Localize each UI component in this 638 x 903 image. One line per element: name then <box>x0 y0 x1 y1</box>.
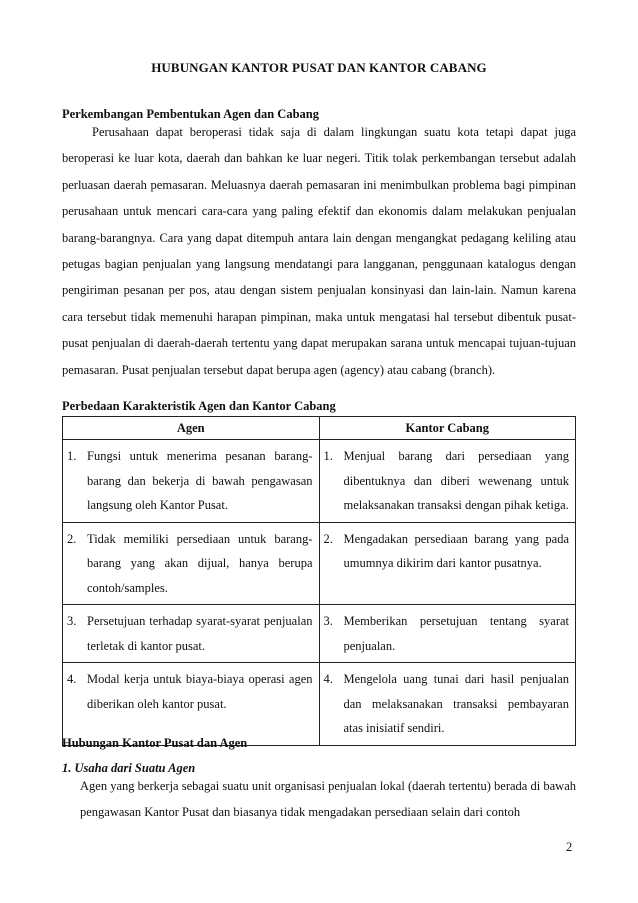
cell-agen <box>63 522 320 605</box>
cell-cabang <box>319 522 576 605</box>
page-title: HUBUNGAN KANTOR PUSAT DAN KANTOR CABANG <box>151 60 487 75</box>
table-row <box>63 440 576 523</box>
item-text: Menjual barang dari persediaan yang dibentuknya dan diberi wewenang untuk melaksanakan transaksi dengan pihak ketiga. <box>343 449 569 512</box>
item-number: 3. <box>323 614 333 628</box>
cell-agen <box>63 663 320 746</box>
item-number: 2. <box>323 531 333 546</box>
section-heading-perkembangan: Perkembangan Pembentukan Agen dan Cabang <box>62 107 319 121</box>
item-number: 2. <box>67 531 77 546</box>
cell-agen <box>63 605 320 663</box>
item-text: Persetujuan terhadap syarat-syarat penjualan terletak di kantor pusat. <box>87 614 313 653</box>
paragraph-perkembangan: Perusahaan dapat beroperasi tidak saja di dalam lingkungan suatu kota tetapi dapat juga beroperasi ke luar kota, daerah dan bahkan ke luar negeri. Titik tolak perkembangan tersebut adalah perluasan daerah pemasaran. Meluasnya daerah pemasaran ini menimbulkan problema bagi pimpinan perusahaan untuk mencari cara-cara yang paling efektif dan ekonomis dalam melakukan penjualan barang-barangnya. Cara yang dapat ditempuh antara lain dengan mengangkat pedagang keliling atau petugas bagian penjualan yang langsung mendatangi para langganan, penggunaan katalogus dengan pengiriman pesanan per pos, atau dengan sistem penjualan konsinyasi dan lain-lain. Namun karena cara tersebut tidak memenuhi harapan pimpinan, maka untuk mengatasi hal tersebut dibentuk pusat-pusat penjualan di daerah-daerah tertentu yang dapat merupakan sarana untuk mencapai tujuan-tujuan pemasaran. Pusat penjualan tersebut dapat berupa agen (agency) atau cabang (branch). <box>62 125 576 377</box>
cell-agen <box>63 440 320 523</box>
paragraph-usaha-agen: Agen yang berkerja sebagai suatu unit organisasi penjualan lokal (daerah tertentu) berada di bawah pengawasan Kantor Pusat dan biasanya tidak mengadakan persediaan selain dari contoh <box>80 779 576 820</box>
item-number: 1. <box>323 449 333 463</box>
item-text: Tidak memiliki persediaan untuk barang-barang yang akan dijual, hanya berupa contoh/samples. <box>87 531 313 595</box>
item-number: 1. <box>67 449 77 463</box>
column-header-kantor-cabang: Kantor Cabang <box>319 417 576 440</box>
item-number: 4. <box>67 672 77 686</box>
item-text: Modal kerja untuk biaya-biaya operasi agen diberikan oleh kantor pusat. <box>87 672 313 711</box>
item-number: 3. <box>67 614 77 628</box>
item-text: Mengadakan persediaan barang yang pada umumnya dikirim dari kantor pusatnya. <box>343 531 569 570</box>
section-heading-hubungan: Hubungan Kantor Pusat dan Agen <box>62 736 248 750</box>
item-text: Fungsi untuk menerima pesanan barang-barang dan bekerja di bawah pengawasan langsung oleh Kantor Pusat. <box>87 449 313 512</box>
item-number: 4. <box>323 672 333 686</box>
comparison-table <box>62 416 576 746</box>
item-text: Memberikan persetujuan tentang syarat penjualan. <box>343 614 569 653</box>
sub-heading-usaha-agen: 1. Usaha dari Suatu Agen <box>62 761 196 775</box>
column-header-agen: Agen <box>63 417 320 440</box>
page-number: 2 <box>566 840 573 854</box>
table-row <box>63 605 576 663</box>
section-heading-perbedaan: Perbedaan Karakteristik Agen dan Kantor Cabang <box>62 399 336 413</box>
cell-cabang <box>319 605 576 663</box>
item-text: Mengelola uang tunai dari hasil penjualan dan melaksanakan transaksi pembayaran atas inisiatif sendiri. <box>343 672 569 735</box>
table-row <box>63 663 576 746</box>
table-row <box>63 522 576 605</box>
cell-cabang <box>319 663 576 746</box>
cell-cabang <box>319 440 576 523</box>
